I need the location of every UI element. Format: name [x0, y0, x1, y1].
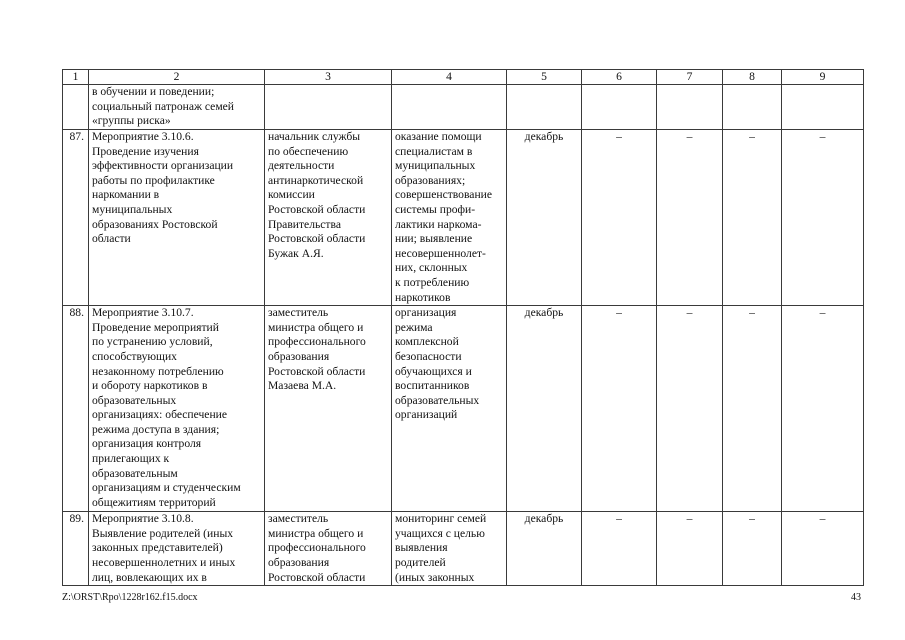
- term-cell: декабрь: [507, 512, 582, 586]
- value-cell: –: [657, 130, 723, 306]
- file-path-footer: Z:\ORST\Rpo\1228r162.f15.docx: [62, 592, 198, 603]
- event-cell: в обучении и поведении; социальный патронаж семей «группы риска»: [89, 85, 265, 130]
- column-header: 9: [782, 70, 864, 85]
- result-cell: организация режима комплексной безопасности обучающихся и воспитанников образовательных организаций: [392, 306, 507, 512]
- result-cell: оказание помощи специалистам в муниципальных образованиях; совершенствование системы профи- лактики наркома- нии; выявление несовершеннолет- них, склонных к потреблению наркотиков: [392, 130, 507, 306]
- table-cell: [782, 85, 864, 130]
- value-cell: –: [582, 512, 657, 586]
- row-number-cell: 88.: [63, 306, 89, 512]
- row-number-cell: 89.: [63, 512, 89, 586]
- term-cell: декабрь: [507, 130, 582, 306]
- table-cell: [392, 85, 507, 130]
- row-number-cell: 87.: [63, 130, 89, 306]
- result-cell: мониторинг семей учащихся с целью выявления родителей (иных законных: [392, 512, 507, 586]
- table-cell: [507, 85, 582, 130]
- responsible-cell: заместитель министра общего и профессионального образования Ростовской области: [265, 512, 392, 586]
- table-row: [63, 512, 864, 586]
- column-header: 4: [392, 70, 507, 85]
- program-table-wrapper: [62, 69, 863, 586]
- term-cell: декабрь: [507, 306, 582, 512]
- value-cell: –: [657, 512, 723, 586]
- value-cell: –: [657, 306, 723, 512]
- column-header: 8: [723, 70, 782, 85]
- table-cell: [723, 85, 782, 130]
- table-row: [63, 130, 864, 306]
- value-cell: –: [723, 306, 782, 512]
- program-table: [62, 69, 864, 586]
- value-cell: –: [582, 306, 657, 512]
- event-cell: Мероприятие 3.10.7. Проведение мероприятий по устранению условий, способствующих незаконному потреблению и обороту наркотиков в образовательных организациях: обеспечение режима доступа в здания; организация контроля прилегающих к образовательным организациям и студенческим общежитиям территорий: [89, 306, 265, 512]
- value-cell: –: [782, 306, 864, 512]
- column-header: 2: [89, 70, 265, 85]
- table-row: [63, 306, 864, 512]
- value-cell: –: [723, 512, 782, 586]
- table-cell: [657, 85, 723, 130]
- event-cell: Мероприятие 3.10.8. Выявление родителей (иных законных представителей) несовершеннолетних и иных лиц, вовлекающих их в: [89, 512, 265, 586]
- responsible-cell: заместитель министра общего и профессионального образования Ростовской области Мазаева М.А.: [265, 306, 392, 512]
- value-cell: –: [782, 130, 864, 306]
- table-cell: [582, 85, 657, 130]
- column-header: 7: [657, 70, 723, 85]
- table-header-row: [63, 70, 864, 85]
- column-header: 3: [265, 70, 392, 85]
- value-cell: –: [723, 130, 782, 306]
- column-header: 5: [507, 70, 582, 85]
- responsible-cell: начальник службы по обеспечению деятельности антинаркотической комиссии Ростовской области Правительства Ростовской области Бужак А.Я.: [265, 130, 392, 306]
- value-cell: –: [582, 130, 657, 306]
- event-cell: Мероприятие 3.10.6. Проведение изучения эффективности организации работы по профилактике наркомании в муниципальных образованиях Ростовской области: [89, 130, 265, 306]
- table-cell: [265, 85, 392, 130]
- value-cell: –: [782, 512, 864, 586]
- page-number: 43: [851, 592, 861, 603]
- table-cell: [63, 85, 89, 130]
- column-header: 1: [63, 70, 89, 85]
- column-header: 6: [582, 70, 657, 85]
- table-row-continuation: [63, 85, 864, 130]
